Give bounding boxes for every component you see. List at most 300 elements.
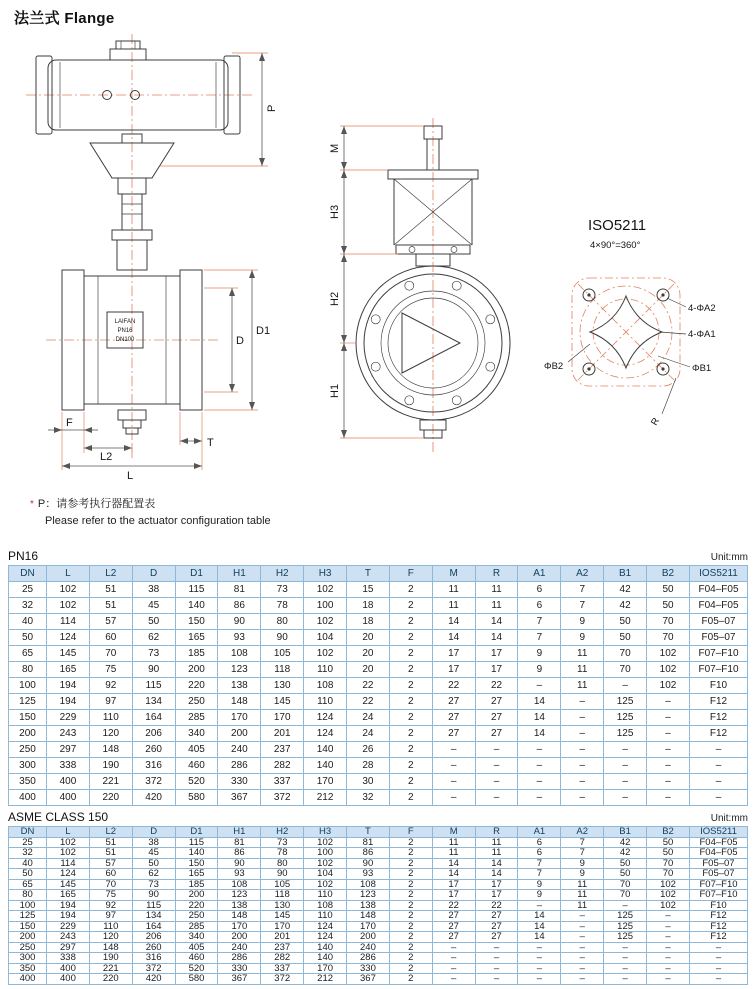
table-cell: 45: [132, 598, 175, 614]
table-cell: 123: [218, 662, 261, 678]
table-cell: 2: [389, 662, 432, 678]
table-cell: 80: [261, 614, 304, 630]
table-cell: 7: [518, 858, 561, 869]
section-label-asme: ASME CLASS 150: [8, 810, 109, 824]
column-header: H2: [261, 566, 304, 582]
table-cell: –: [561, 942, 604, 953]
table-cell: 57: [89, 614, 132, 630]
column-header: H3: [304, 566, 347, 582]
column-header: T: [347, 827, 390, 838]
table-cell: 372: [132, 774, 175, 790]
column-header: M: [432, 566, 475, 582]
table-cell: 51: [89, 848, 132, 859]
table-cell: 73: [261, 582, 304, 598]
table-cell: 229: [47, 921, 90, 932]
table-row: [9, 758, 748, 774]
table-cell: F07–F10: [690, 879, 748, 890]
table-cell: 50: [647, 837, 690, 848]
note-marker: *: [30, 499, 34, 510]
table-cell: 70: [89, 879, 132, 890]
table-cell: F07–F10: [690, 662, 748, 678]
iso5211-angle-note: 4×90°=360°: [590, 240, 641, 251]
table-cell: 237: [261, 742, 304, 758]
table-cell: 367: [218, 790, 261, 806]
table-cell: F10: [690, 900, 748, 911]
table-cell: 285: [175, 710, 218, 726]
table-cell: F05–07: [690, 858, 748, 869]
table-cell: 200: [175, 662, 218, 678]
side-view: [329, 118, 510, 454]
table-cell: 17: [432, 662, 475, 678]
table-cell: 282: [261, 953, 304, 964]
table-cell: 300: [9, 758, 47, 774]
table-cell: 2: [389, 678, 432, 694]
table-cell: –: [690, 790, 748, 806]
table-cell: 108: [347, 879, 390, 890]
table-cell: 93: [347, 869, 390, 880]
table-cell: 2: [389, 726, 432, 742]
table-cell: –: [561, 932, 604, 943]
label-r: R: [649, 416, 663, 428]
table-cell: –: [518, 678, 561, 694]
table-cell: 201: [261, 932, 304, 943]
table-cell: –: [561, 974, 604, 985]
table-cell: 50: [604, 869, 647, 880]
table-cell: 297: [47, 942, 90, 953]
table-cell: 2: [389, 869, 432, 880]
table-cell: 27: [432, 932, 475, 943]
table-cell: –: [518, 774, 561, 790]
table-cell: 134: [132, 694, 175, 710]
table-cell: 194: [47, 900, 90, 911]
table-cell: 102: [304, 837, 347, 848]
table-cell: F07–F10: [690, 646, 748, 662]
table-cell: –: [604, 790, 647, 806]
table-cell: 123: [218, 890, 261, 901]
table-cell: 22: [475, 678, 518, 694]
column-header: B2: [647, 566, 690, 582]
table-cell: 17: [432, 646, 475, 662]
label-a2: 4-ΦA2: [688, 303, 716, 314]
table-cell: 14: [518, 921, 561, 932]
table-cell: –: [475, 942, 518, 953]
table-cell: 164: [132, 710, 175, 726]
table-cell: 110: [304, 911, 347, 922]
table-cell: 90: [218, 858, 261, 869]
table-cell: 420: [132, 790, 175, 806]
table-cell: 102: [304, 858, 347, 869]
table-cell: 14: [475, 858, 518, 869]
table-cell: 78: [261, 598, 304, 614]
table-cell: 22: [347, 694, 390, 710]
asme-dimension-table: [8, 826, 748, 985]
table-cell: 2: [389, 848, 432, 859]
table-cell: 125: [604, 726, 647, 742]
column-header: H2: [261, 827, 304, 838]
table-cell: 81: [218, 582, 261, 598]
table-cell: 580: [175, 974, 218, 985]
table-cell: 92: [89, 678, 132, 694]
table-cell: F12: [690, 726, 748, 742]
unit-label-pn16: Unit:mm: [710, 552, 748, 563]
table-cell: 14: [432, 858, 475, 869]
table-cell: 580: [175, 790, 218, 806]
table-row: [9, 678, 748, 694]
table-row: [9, 630, 748, 646]
table-cell: 282: [261, 758, 304, 774]
table-cell: 81: [347, 837, 390, 848]
table-cell: 130: [261, 678, 304, 694]
table-cell: 102: [304, 614, 347, 630]
table-cell: 14: [475, 869, 518, 880]
table-cell: 9: [518, 646, 561, 662]
column-header: A2: [561, 827, 604, 838]
table-cell: F05–07: [690, 869, 748, 880]
table-cell: 124: [47, 630, 90, 646]
table-cell: 125: [604, 921, 647, 932]
page-title: 法兰式 Flange: [14, 10, 115, 27]
technical-drawing: [0, 26, 756, 492]
table-cell: 2: [389, 921, 432, 932]
table-cell: 114: [47, 614, 90, 630]
table-cell: 297: [47, 742, 90, 758]
table-cell: –: [647, 790, 690, 806]
section-label-pn16: PN16: [8, 549, 39, 563]
table-cell: 70: [604, 879, 647, 890]
table-cell: 70: [604, 890, 647, 901]
table-cell: F04–F05: [690, 848, 748, 859]
table-row: [9, 963, 748, 974]
table-cell: F12: [690, 694, 748, 710]
table-cell: 165: [47, 890, 90, 901]
table-cell: –: [518, 900, 561, 911]
table-cell: 17: [432, 890, 475, 901]
table-cell: 405: [175, 942, 218, 953]
table-cell: –: [561, 774, 604, 790]
table-row: [9, 900, 748, 911]
pn16-dimension-table: [8, 565, 748, 806]
table-cell: 92: [89, 900, 132, 911]
table-cell: 70: [647, 630, 690, 646]
table-cell: 108: [218, 646, 261, 662]
table-cell: –: [604, 942, 647, 953]
table-row: [9, 710, 748, 726]
table-cell: 9: [561, 614, 604, 630]
table-cell: 22: [347, 678, 390, 694]
table-cell: 9: [518, 890, 561, 901]
dim-label-h3: H3: [329, 204, 341, 219]
table-cell: 65: [9, 879, 47, 890]
table-cell: 102: [647, 879, 690, 890]
table-cell: 330: [347, 963, 390, 974]
table-cell: –: [432, 774, 475, 790]
table-row: [9, 848, 748, 859]
table-cell: 42: [604, 598, 647, 614]
table-cell: –: [690, 942, 748, 953]
table-cell: 140: [304, 758, 347, 774]
column-header: M: [432, 827, 475, 838]
table-cell: –: [604, 953, 647, 964]
table-cell: 220: [89, 974, 132, 985]
table-cell: 97: [89, 911, 132, 922]
table-cell: 372: [261, 790, 304, 806]
table-cell: 200: [9, 726, 47, 742]
table-cell: 32: [347, 790, 390, 806]
table-cell: 125: [604, 911, 647, 922]
table-cell: 2: [389, 694, 432, 710]
column-header: H1: [218, 827, 261, 838]
table-cell: 104: [304, 630, 347, 646]
table-cell: 405: [175, 742, 218, 758]
table-cell: –: [690, 742, 748, 758]
table-cell: 11: [561, 890, 604, 901]
table-cell: –: [475, 742, 518, 758]
table-cell: 6: [518, 598, 561, 614]
table-cell: 400: [9, 790, 47, 806]
table-cell: F12: [690, 932, 748, 943]
table-cell: 220: [89, 790, 132, 806]
table-cell: 190: [89, 953, 132, 964]
table-cell: F04–F05: [690, 582, 748, 598]
table-cell: 2: [389, 614, 432, 630]
table-cell: F10: [690, 678, 748, 694]
table-cell: 2: [389, 890, 432, 901]
column-header: D: [132, 827, 175, 838]
table-cell: 108: [218, 879, 261, 890]
table-cell: –: [518, 790, 561, 806]
table-cell: 102: [47, 582, 90, 598]
table-row: [9, 726, 748, 742]
table-cell: 70: [647, 858, 690, 869]
table-cell: 11: [475, 582, 518, 598]
table-row: [9, 646, 748, 662]
table-cell: 350: [9, 774, 47, 790]
table-cell: 7: [518, 630, 561, 646]
table-cell: –: [561, 790, 604, 806]
table-cell: 93: [218, 869, 261, 880]
table-cell: 62: [132, 630, 175, 646]
table-cell: –: [518, 758, 561, 774]
table-cell: 237: [261, 942, 304, 953]
table-cell: F07–F10: [690, 890, 748, 901]
table-cell: 200: [175, 890, 218, 901]
table-cell: 2: [389, 932, 432, 943]
table-cell: 81: [218, 837, 261, 848]
table-row: [9, 932, 748, 943]
table-cell: 2: [389, 630, 432, 646]
note-line-en: Please refer to the actuator configuration table: [45, 514, 271, 527]
table-cell: 17: [475, 890, 518, 901]
table-cell: 105: [261, 646, 304, 662]
table-cell: 114: [47, 858, 90, 869]
table-cell: 17: [475, 646, 518, 662]
table-cell: 102: [647, 890, 690, 901]
table-cell: 14: [518, 726, 561, 742]
table-cell: 212: [304, 974, 347, 985]
table-cell: –: [647, 921, 690, 932]
table-cell: 102: [647, 646, 690, 662]
table-cell: 400: [9, 974, 47, 985]
table-cell: –: [475, 790, 518, 806]
table-row: [9, 869, 748, 880]
table-cell: 125: [9, 694, 47, 710]
table-cell: 286: [218, 758, 261, 774]
table-cell: 337: [261, 963, 304, 974]
table-cell: 185: [175, 879, 218, 890]
table-cell: 206: [132, 932, 175, 943]
table-cell: 2: [389, 774, 432, 790]
column-header: H1: [218, 566, 261, 582]
table-cell: 14: [432, 630, 475, 646]
table-cell: 75: [89, 662, 132, 678]
table-cell: 221: [89, 963, 132, 974]
table-cell: 400: [47, 774, 90, 790]
table-cell: –: [690, 953, 748, 964]
table-cell: 42: [604, 848, 647, 859]
table-cell: 105: [261, 879, 304, 890]
table-cell: 120: [89, 726, 132, 742]
table-cell: 14: [432, 869, 475, 880]
table-cell: 90: [218, 614, 261, 630]
table-cell: 206: [132, 726, 175, 742]
column-header: IOS5211: [690, 827, 748, 838]
table-cell: 51: [89, 837, 132, 848]
table-cell: 9: [561, 869, 604, 880]
table-cell: 220: [175, 900, 218, 911]
table-cell: 110: [89, 921, 132, 932]
table-row: [9, 942, 748, 953]
table-cell: –: [518, 974, 561, 985]
table-cell: 27: [475, 694, 518, 710]
table-cell: 102: [304, 646, 347, 662]
table-cell: 124: [47, 869, 90, 880]
table-cell: 80: [261, 858, 304, 869]
table-cell: 330: [218, 774, 261, 790]
table-cell: 50: [132, 858, 175, 869]
table-cell: –: [647, 932, 690, 943]
column-header: L: [47, 566, 90, 582]
column-header: A1: [518, 566, 561, 582]
table-cell: 145: [261, 911, 304, 922]
table-cell: 190: [89, 758, 132, 774]
table-cell: 338: [47, 758, 90, 774]
header-row: [9, 827, 748, 838]
table-row: [9, 858, 748, 869]
table-cell: –: [475, 953, 518, 964]
table-cell: 124: [304, 932, 347, 943]
column-header: R: [475, 827, 518, 838]
table-row: [9, 614, 748, 630]
table-cell: 50: [9, 869, 47, 880]
table-cell: 420: [132, 974, 175, 985]
table-cell: 118: [261, 662, 304, 678]
table-cell: 130: [261, 900, 304, 911]
table-cell: –: [475, 974, 518, 985]
table-cell: 60: [89, 869, 132, 880]
table-cell: –: [561, 963, 604, 974]
table-cell: 50: [604, 630, 647, 646]
table-cell: 11: [475, 598, 518, 614]
table-cell: 2: [389, 858, 432, 869]
table-cell: 260: [132, 942, 175, 953]
table-cell: –: [647, 742, 690, 758]
table-row: [9, 890, 748, 901]
table-cell: 316: [132, 758, 175, 774]
table-cell: 11: [561, 879, 604, 890]
table-cell: 90: [261, 869, 304, 880]
table-cell: 18: [347, 598, 390, 614]
table-cell: 150: [9, 921, 47, 932]
table-cell: 240: [347, 942, 390, 953]
table-row: [9, 790, 748, 806]
table-cell: 14: [518, 932, 561, 943]
table-cell: 2: [389, 837, 432, 848]
table-cell: 138: [218, 900, 261, 911]
table-cell: 118: [261, 890, 304, 901]
table-cell: 75: [89, 890, 132, 901]
table-cell: 6: [518, 848, 561, 859]
column-header: L2: [89, 566, 132, 582]
table-cell: F12: [690, 710, 748, 726]
column-header: DN: [9, 827, 47, 838]
table-cell: 145: [261, 694, 304, 710]
table-cell: 123: [347, 890, 390, 901]
table-cell: –: [647, 942, 690, 953]
table-cell: 11: [432, 848, 475, 859]
note-line-cn: P：请参考执行器配置表: [37, 498, 156, 510]
table-cell: 7: [561, 582, 604, 598]
table-cell: 9: [518, 879, 561, 890]
table-cell: 27: [432, 726, 475, 742]
table-cell: 90: [132, 890, 175, 901]
table-cell: 11: [432, 837, 475, 848]
table-cell: 115: [175, 582, 218, 598]
table-cell: –: [647, 963, 690, 974]
side-dimensions: [329, 126, 424, 438]
table-cell: 148: [89, 742, 132, 758]
table-cell: 2: [389, 758, 432, 774]
column-header: L2: [89, 827, 132, 838]
table-cell: 100: [304, 598, 347, 614]
table-row: [9, 694, 748, 710]
dim-label-d1: D1: [256, 325, 271, 337]
table-cell: 11: [561, 662, 604, 678]
table-cell: 26: [347, 742, 390, 758]
table-cell: 170: [304, 774, 347, 790]
table-cell: 170: [218, 710, 261, 726]
table-cell: 125: [9, 911, 47, 922]
table-cell: 201: [261, 726, 304, 742]
table-cell: 42: [604, 582, 647, 598]
table-cell: 2: [389, 582, 432, 598]
table-cell: 27: [432, 710, 475, 726]
table-cell: –: [432, 974, 475, 985]
table-row: [9, 582, 748, 598]
table-cell: 110: [304, 694, 347, 710]
table-cell: –: [647, 710, 690, 726]
table-cell: 7: [561, 837, 604, 848]
table-cell: 32: [9, 848, 47, 859]
dim-label-t: T: [207, 437, 214, 449]
table-cell: 145: [47, 646, 90, 662]
table-cell: 300: [9, 953, 47, 964]
table-cell: 102: [47, 848, 90, 859]
table-cell: 340: [175, 726, 218, 742]
table-cell: 115: [132, 678, 175, 694]
iso5211-view: [544, 217, 716, 428]
table-cell: 2: [389, 790, 432, 806]
table-cell: 170: [261, 710, 304, 726]
